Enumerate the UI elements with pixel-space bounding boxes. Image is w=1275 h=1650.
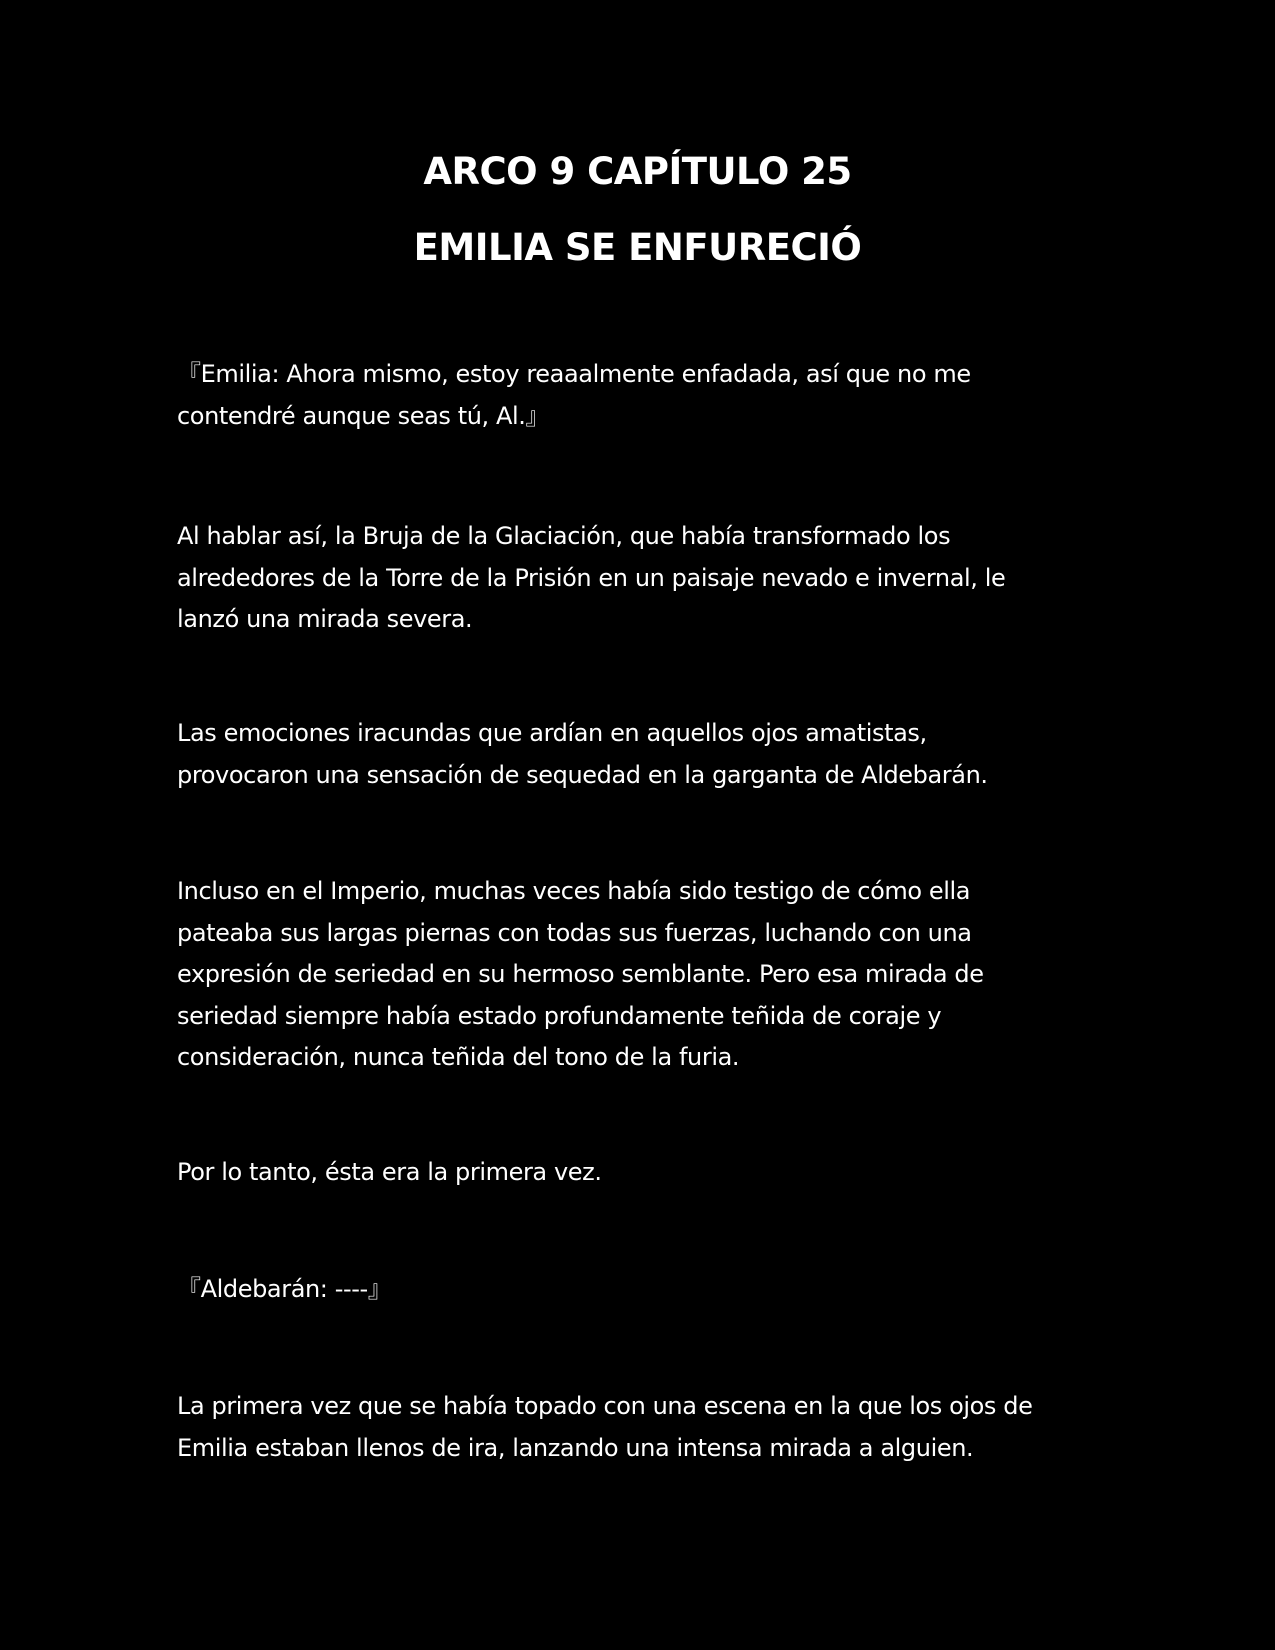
text-line: pateaba sus largas piernas con todas sus fuerzas, luchando con una bbox=[177, 918, 972, 947]
paragraph-narration-4 bbox=[177, 1152, 1107, 1194]
chapter-title: ARCO 9 CAPÍTULO 25 bbox=[423, 150, 852, 193]
paragraph-dialogue-aldebaran bbox=[177, 1269, 1107, 1311]
paragraph-narration-5 bbox=[177, 1386, 1107, 1469]
paragraph-narration-2 bbox=[177, 713, 1107, 796]
text-line: seriedad siempre había estado profundamente teñida de coraje y bbox=[177, 1001, 942, 1030]
text-line: alrededores de la Torre de la Prisión en un paisaje nevado e invernal, le bbox=[177, 563, 1006, 592]
text-line: Incluso en el Imperio, muchas veces había sido testigo de cómo ella bbox=[177, 877, 971, 905]
text-line: consideración, nunca teñida del tono de la furia. bbox=[177, 1043, 740, 1071]
text-line: Al hablar así, la Bruja de la Glaciación, que había transformado los bbox=[177, 522, 951, 550]
paragraph-narration-1 bbox=[177, 516, 1107, 641]
text-line: Las emociones iracundas que ardían en aquellos ojos amatistas, bbox=[177, 719, 927, 747]
paragraph-dialogue-emilia bbox=[177, 354, 1107, 437]
paragraph-narration-3 bbox=[177, 871, 1107, 1079]
text-line: 『Emilia: Ahora mismo, estoy reaaalmente enfadada, así que no me bbox=[177, 360, 971, 388]
text-line: provocaron una sensación de sequedad en la garganta de Aldebarán. bbox=[177, 760, 988, 789]
text-line: Por lo tanto, ésta era la primera vez. bbox=[177, 1158, 602, 1186]
text-line: Emilia estaban llenos de ira, lanzando una intensa mirada a alguien. bbox=[177, 1433, 974, 1462]
text-line: expresión de seriedad en su hermoso semblante. Pero esa mirada de bbox=[177, 960, 984, 988]
text-line: lanzó una mirada severa. bbox=[177, 605, 473, 633]
text-line: contendré aunque seas tú, Al.』 bbox=[177, 401, 550, 430]
text-line: La primera vez que se había topado con una escena en la que los ojos de bbox=[177, 1392, 1033, 1420]
chapter-subtitle: EMILIA SE ENFURECIÓ bbox=[413, 226, 862, 269]
text-line: 『Aldebarán: ----』 bbox=[177, 1275, 392, 1303]
